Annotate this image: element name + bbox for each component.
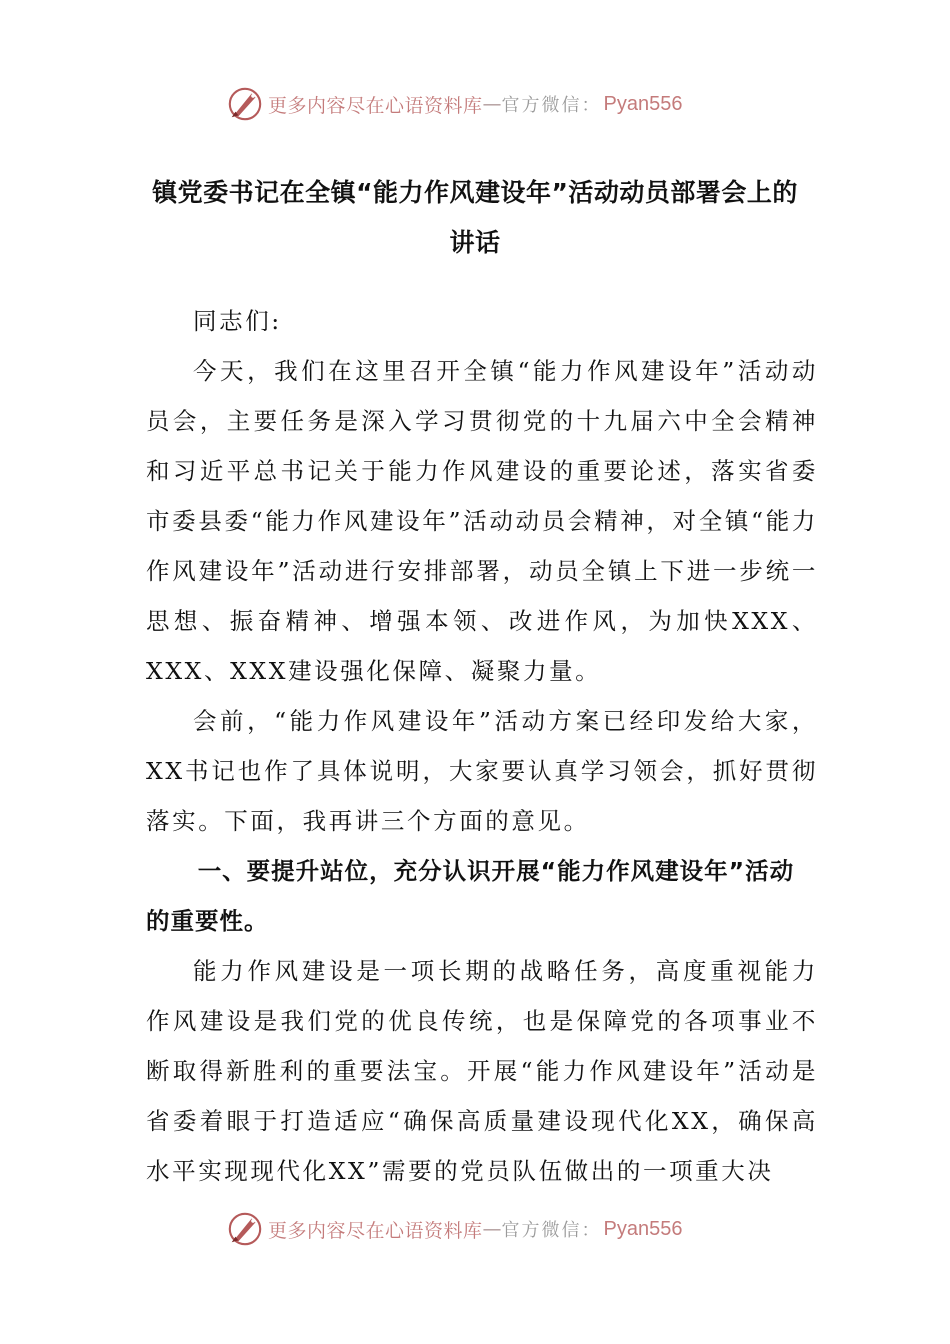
banner-wechat-label: 官方微信： [501,95,602,116]
paragraph-2: 会前，“能力作风建设年”活动方案已经印发给大家，XX书记也作了具体说明，大家要认真学习领会，抓好贯彻落实。下面，我再讲三个方面的意见。 [146,707,818,835]
banner-wechat-id: Pyan556 [603,92,683,115]
pen-nib-logo-icon [226,85,264,123]
pen-nib-logo-icon [226,1210,264,1248]
header-watermark-banner [226,84,682,124]
banner-separator: — [482,1218,502,1240]
banner-wechat-id: Pyan556 [603,1217,683,1240]
banner-wechat-label: 官方微信： [501,1220,602,1241]
banner-text: 更多内容尽在心语资料库 [268,94,483,117]
section-1-paragraph: 能力作风建设是一项长期的战略任务，高度重视能力作风建设是我们党的优良传统，也是保障党的各项事业不断取得新胜利的重要法宝。开展“能力作风建设年”活动是省委着眼于打造适应“确保高质量建设现代化XX，确保高水平实现现代化XX”需要的党员队伍做出的一项重大决 [146,957,818,1185]
banner-separator: — [482,93,502,115]
section-heading-1: 一、要提升站位，充分认识开展“能力作风建设年”活动的重要性。 [146,857,795,935]
banner-text: 更多内容尽在心语资料库 [268,1219,483,1242]
document-body [146,296,818,1196]
document-title: 镇党委书记在全镇“能力作风建设年”活动动员部署会上的讲话 [152,178,798,257]
footer-watermark-banner [226,1209,682,1249]
salutation: 同志们: [193,307,282,335]
paragraph-1: 今天，我们在这里召开全镇“能力作风建设年”活动动员会，主要任务是深入学习贯彻党的十九届六中全会精神和习近平总书记关于能力作风建设的重要论述，落实省委市委县委“能力作风建设年”活动动员会精神，对全镇“能力作风建设年”活动进行安排部署，动员全镇上下进一步统一思想、振奋精神、增强本领、改进作风，为加快XXX、XXX、XXX建设强化保障、凝聚力量。 [146,357,818,685]
